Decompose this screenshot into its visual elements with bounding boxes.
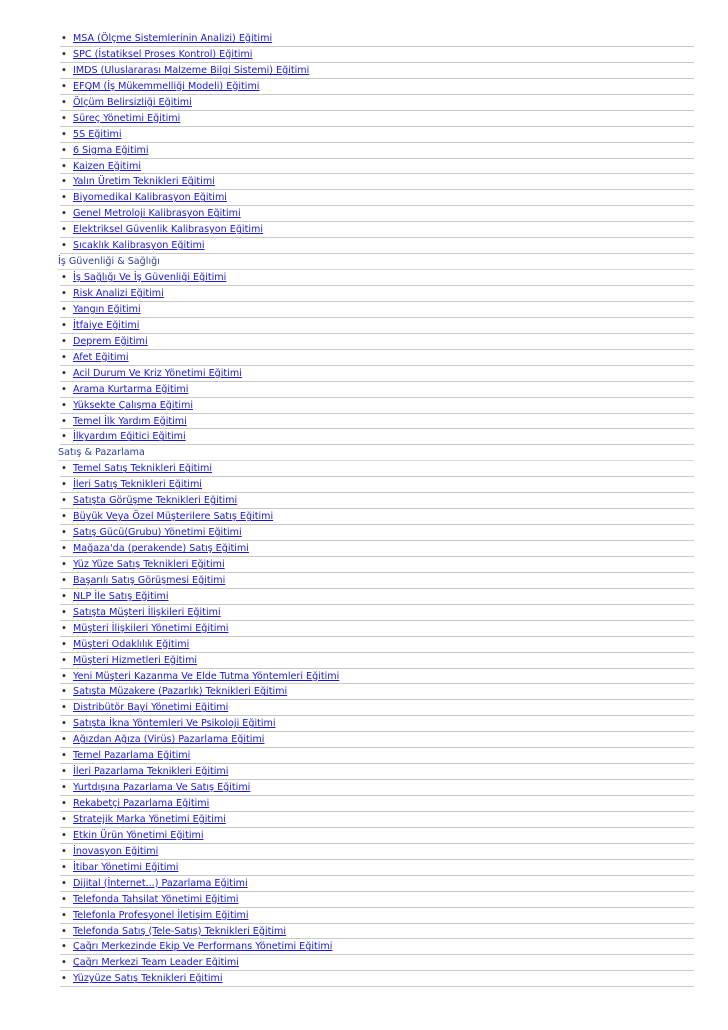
bullet-icon: •: [61, 208, 67, 220]
training-link[interactable]: Yüz Yüze Satış Teknikleri Eğitimi: [73, 558, 225, 570]
training-link[interactable]: Satışta Müşteri İlişkileri Eğitimi: [73, 606, 221, 618]
bullet-icon: •: [61, 829, 67, 841]
training-link[interactable]: Temel İlk Yardım Eğitimi: [73, 415, 187, 427]
list-item: [60, 111, 694, 127]
bullet-icon: •: [61, 877, 67, 889]
list-item: [60, 684, 694, 700]
list-item: [60, 748, 694, 764]
training-link[interactable]: MSA (Ölçme Sistemlerinin Analizi) Eğitimi: [73, 33, 273, 44]
training-link[interactable]: 5S Eğitimi: [73, 128, 122, 140]
section-heading: [58, 445, 694, 461]
list-item: [60, 270, 694, 286]
bullet-icon: •: [61, 176, 67, 188]
bullet-icon: •: [61, 558, 67, 570]
list-item: [60, 127, 694, 143]
training-link[interactable]: SPC (İstatiksel Proses Kontrol) Eğitimi: [73, 48, 253, 60]
bullet-icon: •: [61, 543, 67, 554]
list-item: [60, 828, 694, 844]
training-link[interactable]: Telefonda Tahsilat Yönetimi Eğitimi: [73, 893, 239, 905]
bullet-icon: •: [61, 638, 67, 650]
list-item: [60, 509, 694, 525]
list-item: [60, 732, 694, 748]
bullet-icon: •: [61, 734, 67, 746]
bullet-icon: •: [61, 782, 67, 794]
list-item: [60, 493, 694, 509]
bullet-icon: •: [61, 606, 67, 618]
training-link[interactable]: Distribütör Bayi Yönetimi Eğitimi: [73, 702, 229, 714]
bullet-icon: •: [61, 686, 67, 698]
training-link[interactable]: Genel Metroloji Kalibrasyon Eğitimi: [73, 208, 241, 220]
training-link[interactable]: Afet Eğitimi: [73, 351, 129, 363]
training-link[interactable]: NLP İle Satış Eğitimi: [73, 590, 169, 602]
training-link[interactable]: İleri Pazarlama Teknikleri Eğitimi: [73, 766, 229, 778]
training-link[interactable]: Rekabetçi Pazarlama Eğitimi: [73, 798, 210, 809]
training-link[interactable]: İnovasyon Eğitimi: [73, 845, 159, 857]
bullet-icon: •: [61, 479, 67, 491]
list-item: [60, 206, 694, 222]
list-item: [60, 302, 694, 318]
bullet-icon: •: [61, 272, 67, 284]
training-link[interactable]: Çağrı Merkezi Team Leader Eğitimi: [73, 957, 239, 969]
training-link[interactable]: Mağaza'da (perakende) Satış Eğitimi: [73, 543, 249, 554]
training-link[interactable]: Yangın Eğitimi: [73, 303, 141, 315]
training-link[interactable]: İtibar Yönetimi Eğitimi: [73, 861, 179, 873]
list-item: [60, 605, 694, 621]
training-link[interactable]: Süreç Yönetimi Eğitimi: [73, 112, 181, 124]
training-link[interactable]: 6 Sigma Eğitimi: [73, 144, 149, 156]
training-link[interactable]: Müşteri İlişkileri Yönetimi Eğitimi: [73, 622, 229, 634]
list-item: [60, 971, 694, 987]
training-link[interactable]: Yüksekte Çalışma Eğitimi: [73, 399, 194, 411]
list-item: [60, 222, 694, 238]
list-item: [60, 955, 694, 971]
bullet-icon: •: [61, 702, 67, 714]
bullet-icon: •: [61, 670, 67, 682]
bullet-icon: •: [61, 399, 67, 411]
list-item: [60, 700, 694, 716]
training-link[interactable]: Yüzyüze Satış Teknikleri Eğitimi: [73, 973, 223, 985]
bullet-icon: •: [61, 383, 67, 395]
training-link[interactable]: Yeni Müşteri Kazanma Ve Elde Tutma Yöntemleri Eğitimi: [73, 670, 340, 682]
training-link[interactable]: Büyük Veya Özel Müşterilere Satış Eğitimi: [73, 511, 274, 523]
bullet-icon: •: [61, 80, 67, 92]
bullet-icon: •: [61, 527, 67, 539]
list-item: [60, 190, 694, 206]
training-link[interactable]: İş Sağlığı Ve İş Güvenliği Eğitimi: [73, 272, 227, 284]
bullet-icon: •: [61, 431, 67, 443]
bullet-icon: •: [61, 622, 67, 634]
list-item: [60, 174, 694, 190]
training-link[interactable]: Ölçüm Belirsizliği Eğitimi: [73, 96, 192, 108]
list-item: [60, 382, 694, 398]
list-item: [60, 31, 694, 47]
list-item: [60, 429, 694, 445]
bullet-icon: •: [61, 415, 67, 427]
training-link[interactable]: Acil Durum Ve Kriz Yönetimi Eğitimi: [73, 367, 242, 379]
bullet-icon: •: [61, 288, 67, 299]
training-link[interactable]: IMDS (Uluslararası Malzeme Bilgi Sistemi) Eğitimi: [73, 64, 310, 76]
list-item: [60, 589, 694, 605]
bullet-icon: •: [61, 240, 67, 252]
list-item: [60, 939, 694, 955]
bullet-icon: •: [61, 813, 67, 825]
list-item: [60, 573, 694, 589]
bullet-icon: •: [61, 941, 67, 953]
training-link[interactable]: Müşteri Odaklılık Eğitimi: [73, 638, 190, 650]
list-item: [60, 908, 694, 924]
bullet-icon: •: [61, 798, 67, 809]
list-item: [60, 860, 694, 876]
bullet-icon: •: [61, 893, 67, 905]
list-item: [60, 844, 694, 860]
bullet-icon: •: [61, 861, 67, 873]
list-item: [60, 764, 694, 780]
bullet-icon: •: [61, 33, 67, 44]
bullet-icon: •: [61, 463, 67, 475]
bullet-icon: •: [61, 112, 67, 124]
list-item: [60, 669, 694, 685]
training-link[interactable]: Satışta Müzakere (Pazarlık) Teknikleri Eğitimi: [73, 686, 288, 698]
list-item: [60, 716, 694, 732]
training-link[interactable]: İlkyardım Eğitici Eğitimi: [73, 431, 186, 443]
section-heading: [58, 254, 694, 270]
bullet-icon: •: [61, 160, 67, 172]
bullet-icon: •: [61, 718, 67, 730]
training-link[interactable]: İtfaiye Eğitimi: [73, 319, 140, 331]
section-heading-label: Satış & Pazarlama: [58, 447, 145, 459]
list-item: [60, 892, 694, 908]
list-item: [60, 414, 694, 430]
training-link[interactable]: Müşteri Hizmetleri Eğitimi: [73, 654, 198, 666]
bullet-icon: •: [61, 750, 67, 762]
bullet-icon: •: [61, 367, 67, 379]
bullet-icon: •: [61, 654, 67, 666]
bullet-icon: •: [61, 495, 67, 507]
training-link[interactable]: Kaizen Eğitimi: [73, 160, 141, 172]
bullet-icon: •: [61, 144, 67, 156]
training-link[interactable]: Sıcaklık Kalibrasyon Eğitimi: [73, 240, 205, 252]
list-item: [60, 238, 694, 254]
list-item: [60, 159, 694, 175]
training-link[interactable]: Telefonda Satış (Tele-Satış) Teknikleri Eğitimi: [73, 925, 287, 937]
bullet-icon: •: [61, 909, 67, 921]
training-link[interactable]: EFQM (İş Mükemmelliği Modeli) Eğitimi: [73, 80, 260, 92]
bullet-icon: •: [61, 590, 67, 602]
training-link[interactable]: Çağrı Merkezinde Ekip Ve Performans Yönetimi Eğitimi: [73, 941, 333, 953]
bullet-icon: •: [61, 973, 67, 985]
list-item: [60, 541, 694, 557]
bullet-icon: •: [61, 303, 67, 315]
bullet-icon: •: [61, 192, 67, 204]
list-item: [60, 525, 694, 541]
list-item: [60, 637, 694, 653]
list-item: [60, 924, 694, 940]
bullet-icon: •: [61, 96, 67, 108]
training-link[interactable]: Dijital (İnternet...) Pazarlama Eğitimi: [73, 877, 248, 889]
list-item: [60, 780, 694, 796]
list-item: [60, 79, 694, 95]
bullet-icon: •: [61, 64, 67, 76]
training-link[interactable]: Elektriksel Güvenlik Kalibrasyon Eğitimi: [73, 224, 264, 236]
bullet-icon: •: [61, 224, 67, 236]
list-item: [60, 812, 694, 828]
list-item: [60, 557, 694, 573]
training-link[interactable]: Yurtdışına Pazarlama Ve Satış Eğitimi: [73, 782, 251, 794]
bullet-icon: •: [61, 957, 67, 969]
list-item: [60, 143, 694, 159]
list-item: [60, 621, 694, 637]
training-link[interactable]: Arama Kurtarma Eğitimi: [73, 383, 189, 395]
list-item: [60, 461, 694, 477]
training-link[interactable]: Risk Analizi Eğitimi: [73, 288, 164, 299]
list-item: [60, 95, 694, 111]
training-link[interactable]: Biyomedikal Kalibrasyon Eğitimi: [73, 192, 227, 204]
training-link[interactable]: Satış Gücü(Grubu) Yönetimi Eğitimi: [73, 527, 242, 539]
list-item: [60, 398, 694, 414]
bullet-icon: •: [61, 845, 67, 857]
list-item: [60, 796, 694, 812]
training-link[interactable]: Temel Pazarlama Eğitimi: [73, 750, 191, 762]
training-link[interactable]: Etkin Ürün Yönetimi Eğitimi: [73, 829, 204, 841]
training-link[interactable]: Ağızdan Ağıza (Virüs) Pazarlama Eğitimi: [73, 734, 265, 746]
list-item: [60, 47, 694, 63]
bullet-icon: •: [61, 351, 67, 363]
training-link[interactable]: İleri Satış Teknikleri Eğitimi: [73, 479, 202, 491]
bullet-icon: •: [61, 319, 67, 331]
training-link[interactable]: Yalın Üretim Teknikleri Eğitimi: [73, 176, 215, 188]
training-link[interactable]: Stratejik Marka Yönetimi Eğitimi: [73, 813, 226, 825]
list-item: [60, 334, 694, 350]
bullet-icon: •: [61, 128, 67, 140]
training-list-document: [58, 31, 694, 987]
list-item: [60, 350, 694, 366]
bullet-icon: •: [61, 766, 67, 778]
training-link[interactable]: Deprem Eğitimi: [73, 335, 148, 347]
list-item: [60, 477, 694, 493]
list-item: [60, 366, 694, 382]
bullet-icon: •: [61, 574, 67, 586]
bullet-icon: •: [61, 925, 67, 937]
list-item: [60, 286, 694, 302]
list-item: [60, 318, 694, 334]
section-heading-label: İş Güvenliği & Sağlığı: [58, 256, 160, 268]
list-item: [60, 63, 694, 79]
bullet-icon: •: [61, 48, 67, 60]
training-link[interactable]: Telefonla Profesyonel İletişim Eğitimi: [73, 909, 249, 921]
training-link[interactable]: Temel Satış Teknikleri Eğitimi: [73, 463, 213, 475]
list-item: [60, 653, 694, 669]
list-item: [60, 876, 694, 892]
bullet-icon: •: [61, 511, 67, 523]
training-link[interactable]: Satışta İkna Yöntemleri Ve Psikoloji Eğitimi: [73, 718, 276, 730]
training-link[interactable]: Başarılı Satış Görüşmesi Eğitimi: [73, 574, 226, 586]
training-link[interactable]: Satışta Görüşme Teknikleri Eğitimi: [73, 495, 238, 507]
bullet-icon: •: [61, 335, 67, 347]
